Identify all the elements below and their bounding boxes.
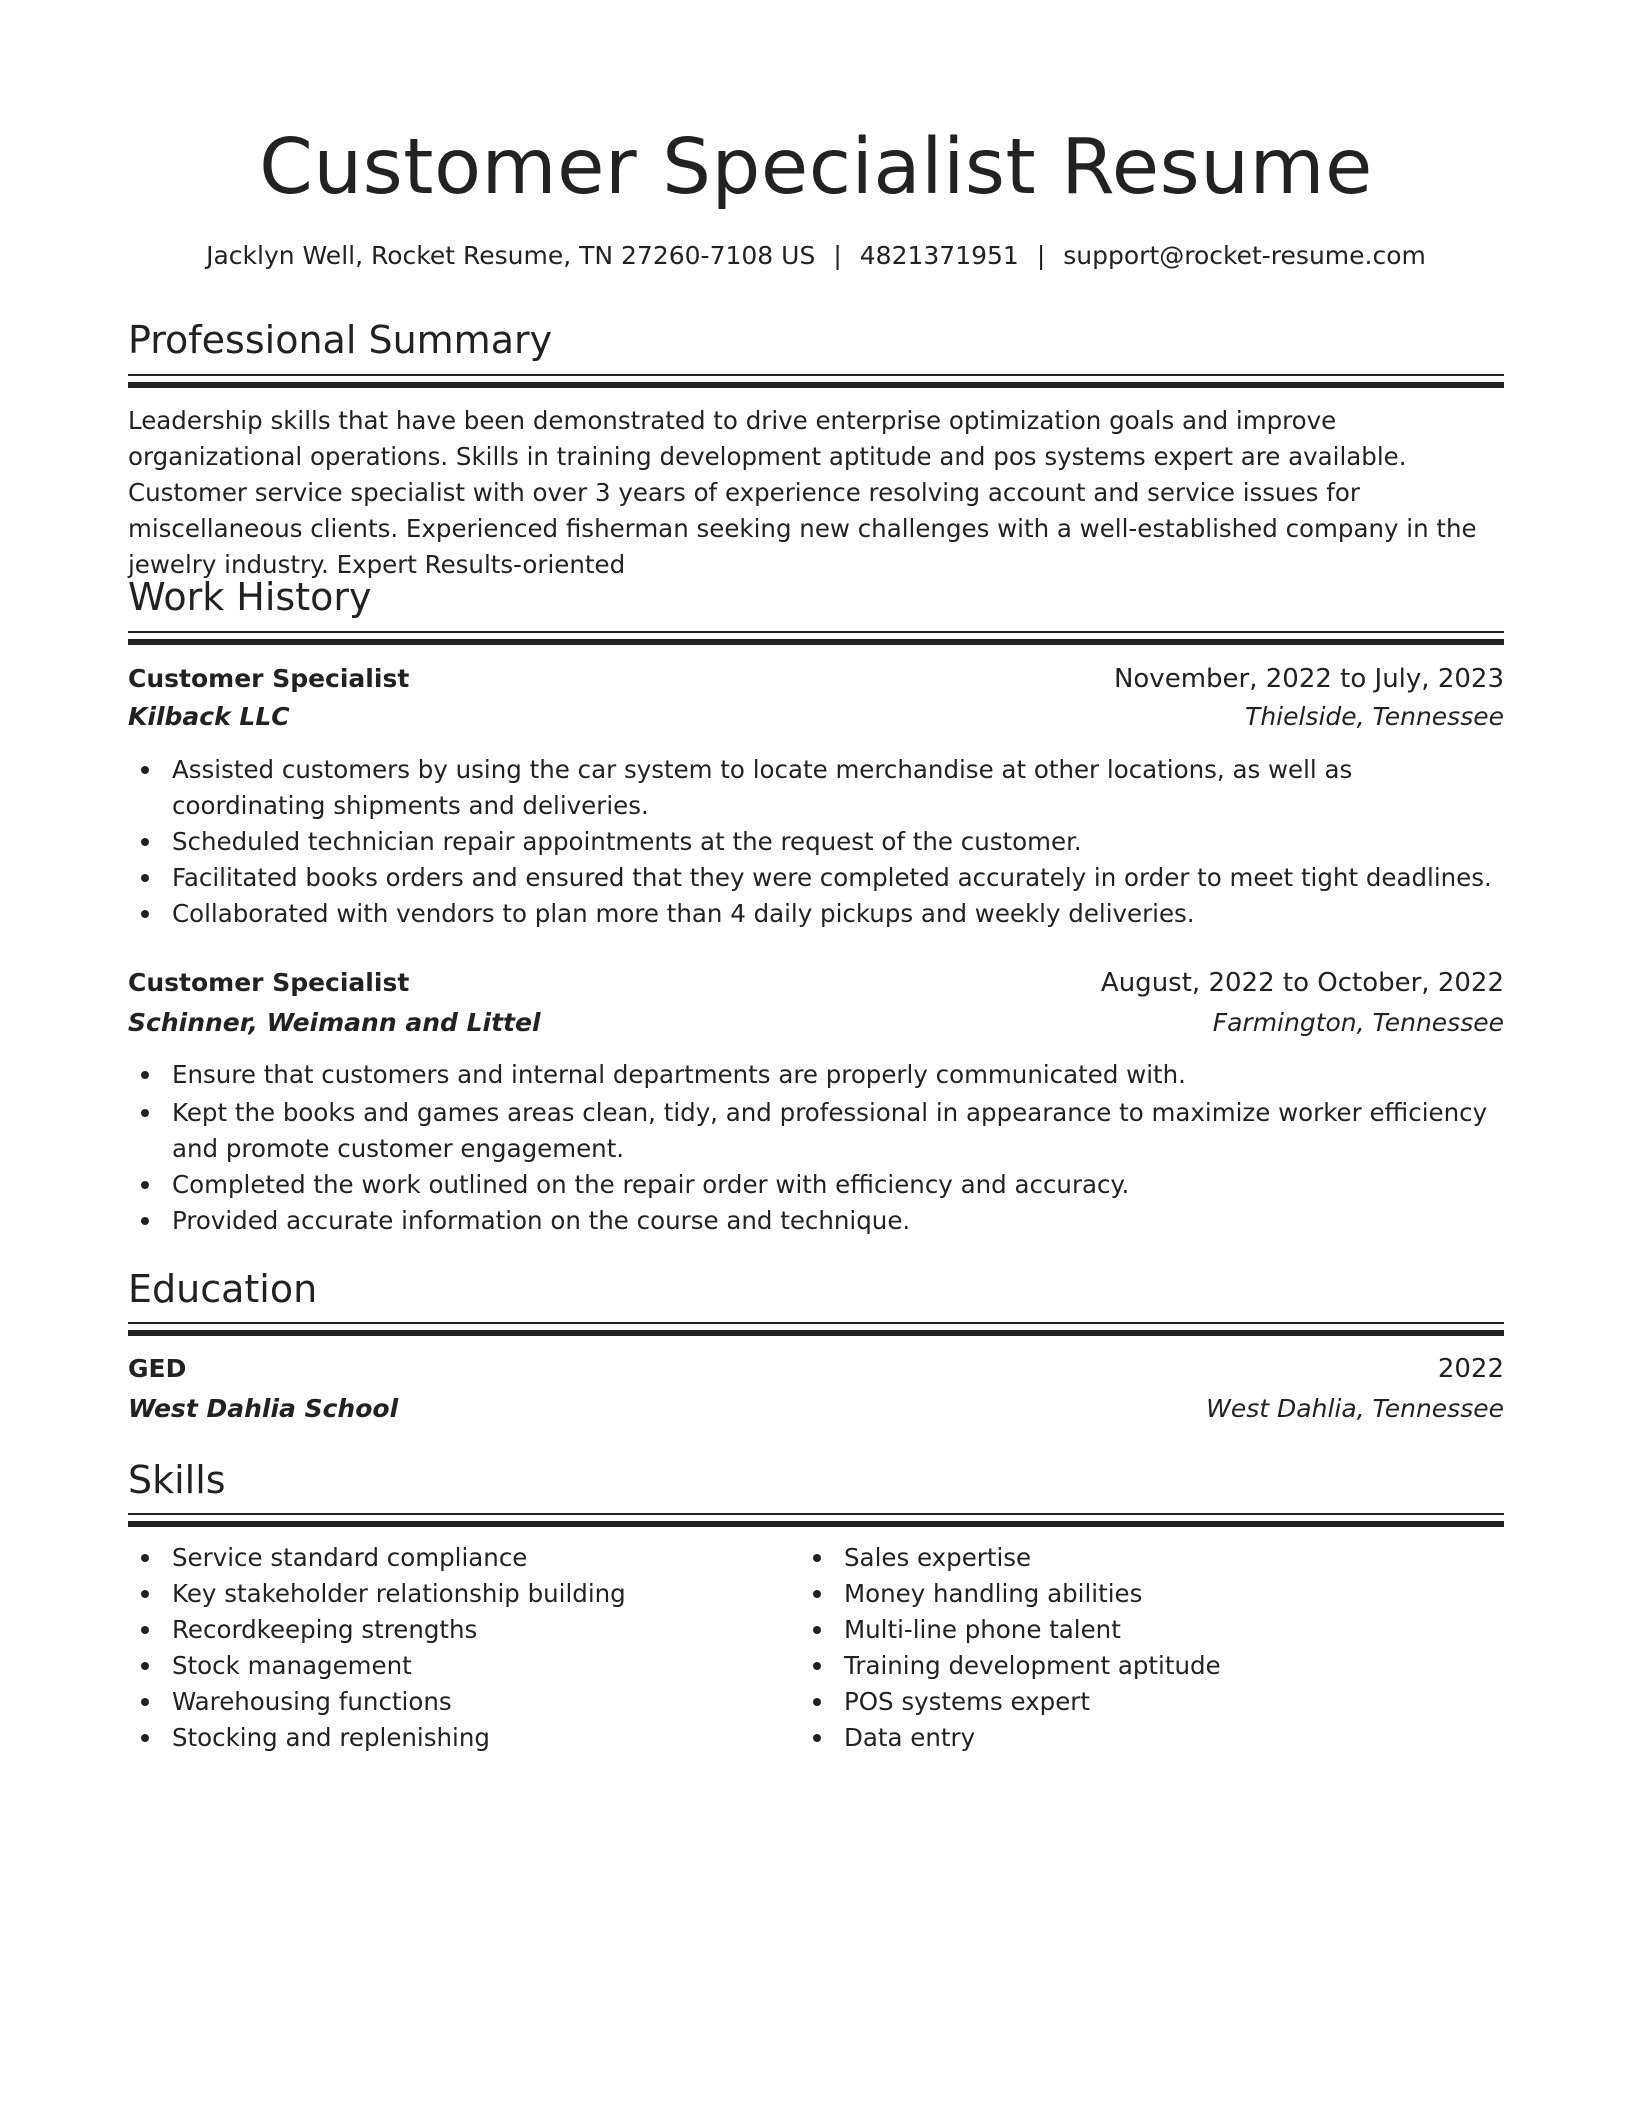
skills-heading: Skills [128,1458,226,1502]
contact-address: Jacklyn Well, Rocket Resume, TN 27260-7108 US [206,241,816,270]
section-divider [128,1322,1504,1338]
skill-item: Stocking and replenishing [128,1720,804,1756]
job-title: Customer Specialist [128,968,410,997]
job-subheader [128,698,1504,736]
list-item: Kept the books and games areas clean, tidy, and professional in appearance to maximize worker efficiency and promote customer engagement. [128,1095,1504,1167]
contact-phone: 4821371951 [859,241,1019,270]
resume-title: Customer Specialist Resume [259,123,1373,212]
education-subheader [128,1390,1504,1428]
skill-item: Data entry [800,1720,1476,1756]
education-location: West Dahlia, Tennessee [1206,1394,1504,1423]
education-degree: GED [128,1354,187,1383]
skill-item: Key stakeholder relationship building [128,1576,804,1612]
job-dates: August, 2022 to October, 2022 [1100,968,1504,998]
work-history-heading: Work History [128,575,372,619]
education-heading: Education [128,1267,318,1311]
job-location: Farmington, Tennessee [1212,1008,1504,1037]
list-item: Scheduled technician repair appointments at the request of the customer. [128,824,1504,860]
list-item: Provided accurate information on the course and technique. [128,1203,1504,1239]
skills-list-left [128,1540,804,1756]
summary-heading: Professional Summary [128,318,553,362]
job-bullets [128,1057,1504,1239]
skill-item: POS systems expert [800,1684,1476,1720]
list-item: Ensure that customers and internal departments are properly communicated with. [128,1057,1504,1093]
job-company: Schinner, Weimann and Littel [128,1008,541,1037]
education-school: West Dahlia School [128,1394,399,1423]
contact-separator: | [833,241,842,270]
contact-separator: | [1036,241,1046,270]
skill-item: Training development aptitude [800,1648,1476,1684]
education-header [128,1350,1504,1388]
job-title: Customer Specialist [128,664,410,693]
skill-item: Warehousing functions [128,1684,804,1720]
education-year: 2022 [1437,1354,1504,1384]
list-item: Completed the work outlined on the repair order with efficiency and accuracy. [128,1167,1504,1203]
contact-line [128,238,1504,274]
job-header [128,660,1504,698]
list-item: Collaborated with vendors to plan more than 4 daily pickups and weekly deliveries. [128,896,1504,932]
skill-item: Money handling abilities [800,1576,1476,1612]
job-header [128,964,1504,1002]
skill-item: Stock management [128,1648,804,1684]
job-location: Thielside, Tennessee [1245,702,1504,731]
contact-email[interactable]: support@rocket-resume.com [1063,241,1426,270]
list-item: Facilitated books orders and ensured that they were completed accurately in order to meet tight deadlines. [128,860,1504,896]
summary-text: Leadership skills that have been demonstrated to drive enterprise optimization goals and improve organizational operations. Skills in training development aptitude and pos systems expert are available. Customer service specialist with over 3 years of experience resolving account and service issues for miscellaneous clients. Experienced fisherman seeking new challenges with a well-established company in the jewelry industry. Expert Results-oriented [128,406,1477,579]
skill-item: Multi-line phone talent [800,1612,1476,1648]
job-bullets [128,752,1504,932]
skill-item: Sales expertise [800,1540,1476,1576]
section-divider [128,1513,1504,1529]
section-divider [128,374,1504,390]
list-item: Assisted customers by using the car system to locate merchandise at other locations, as well as coordinating shipments and deliveries. [128,752,1504,824]
skill-item: Recordkeeping strengths [128,1612,804,1648]
section-divider [128,631,1504,647]
job-dates: November, 2022 to July, 2023 [1113,664,1504,694]
job-company: Kilback LLC [128,702,290,731]
skills-list-right [800,1540,1476,1756]
job-subheader [128,1004,1504,1042]
skill-item: Service standard compliance [128,1540,804,1576]
